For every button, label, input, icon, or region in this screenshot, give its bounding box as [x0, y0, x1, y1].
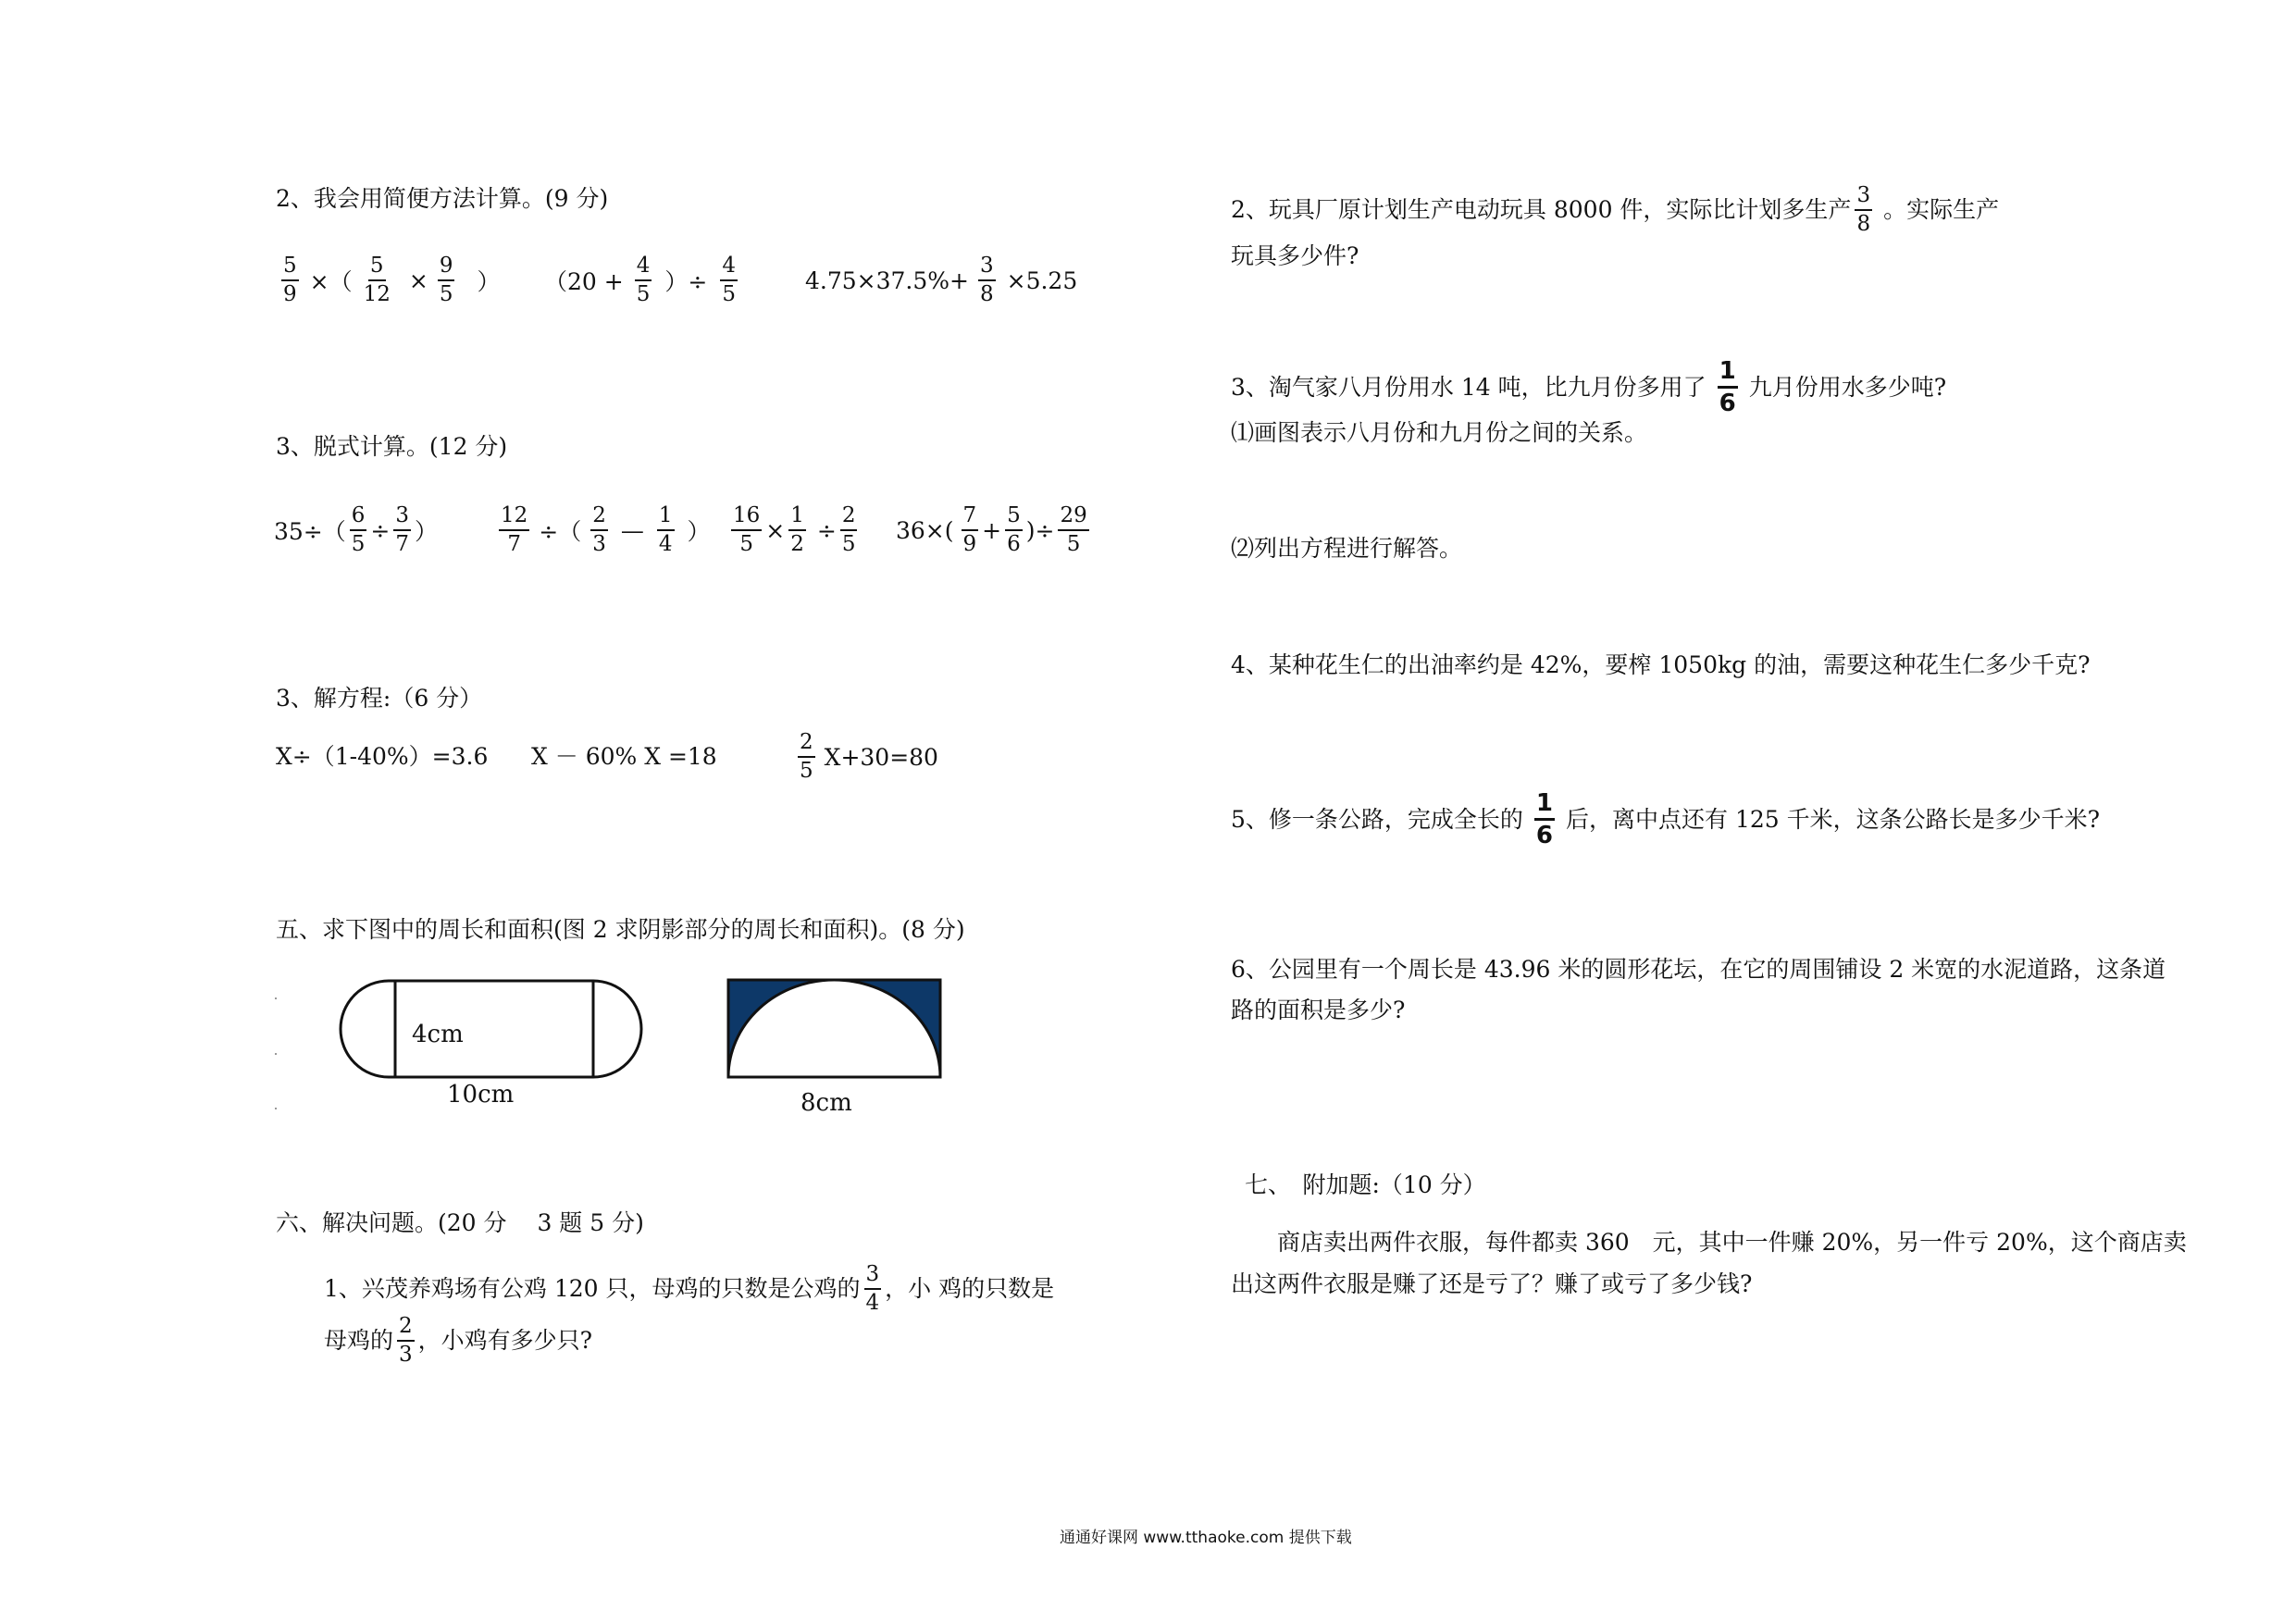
fraction: $\frac{2}{5}$ — [841, 503, 856, 556]
fraction: $\frac{1}{6}$ — [1719, 357, 1736, 417]
expression-7: 36×( $\frac{7}{9}$ + $\frac{5}{6}$ )÷ $\frac{29}{5}$ — [896, 503, 1087, 556]
scan-dot — [275, 997, 277, 999]
section-heading-problems: 六、解决问题。(20 分 3 题 5 分) — [276, 1209, 644, 1236]
fraction: $\frac{1}{6}$ — [1535, 789, 1554, 849]
problem-6-line2: 路的面积是多少? — [1231, 997, 1406, 1023]
fraction: $\frac{3}{8}$ — [1856, 183, 1871, 236]
problem-1-line2: 母鸡的 $\frac{2}{3}$ ，小鸡有多少只? — [324, 1314, 593, 1367]
fraction: $\frac{5}{6}$ — [1007, 503, 1021, 556]
footer-watermark: 通通好课网 www.tthaoke.com 提供下载 — [1060, 1529, 1352, 1547]
fraction: $\frac{3}{7}$ — [395, 503, 409, 556]
figure-stadium — [338, 978, 652, 1080]
fraction: $\frac{9}{5}$ — [439, 254, 453, 306]
problem-2-line1: 2、玩具厂原计划生产电动玩具 8000 件，实际比计划多生产 $\frac{3}{8}$ 。实际生产 — [1231, 183, 2000, 236]
expression-5: $\frac{12}{7}$ ÷（ $\frac{2}{3}$ — $\frac{1}{4}$ ） — [501, 503, 711, 556]
stadium-outline — [341, 981, 641, 1077]
fraction: $\frac{12}{7}$ — [501, 503, 528, 556]
section-heading-figures: 五、求下图中的周长和面积(图 2 求阴影部分的周长和面积)。(8 分) — [276, 916, 965, 943]
problem-4: 4、某种花生仁的出油率约是 42%，要榨 1050kg 的油，需要这种花生仁多少千克? — [1231, 651, 2091, 678]
problem-1-line1: 1、兴茂养鸡场有公鸡 120 只，母鸡的只数是公鸡的 $\frac{3}{4}$ ，小 鸡的只数是 — [324, 1262, 1055, 1315]
section-heading-equation: 3、解方程:（6 分） — [276, 685, 483, 712]
equation-2: X － 60% X =18 — [531, 743, 717, 770]
problem-2-line2: 玩具多少件? — [1231, 242, 1359, 269]
problem-3-line1: 3、淘气家八月份用水 14 吨，比九月份多用了 $\frac{1}{6}$ 九月份用水多少吨? — [1231, 357, 1947, 417]
fraction: $\frac{1}{4}$ — [658, 503, 673, 556]
fraction: $\frac{2}{5}$ — [800, 730, 813, 783]
expression-2: （20 + $\frac{4}{5}$ ）÷ $\frac{4}{5}$ — [544, 254, 736, 306]
fraction: $\frac{1}{2}$ — [790, 503, 804, 556]
expression-3: 4.75×37.5%+ $\frac{3}{8}$ ×5.25 — [805, 254, 1078, 306]
fraction: $\frac{16}{5}$ — [733, 503, 761, 556]
expression-1: $\frac{5}{9}$ ×（ $\frac{5}{12}$ × $\frac{9}{5}$ ） — [283, 254, 501, 306]
equation-1: X÷（1-40%）=3.6 — [276, 743, 489, 770]
fraction: $\frac{5}{12}$ — [363, 254, 391, 306]
problem-5: 5、修一条公路，完成全长的 $\frac{1}{6}$ 后，离中点还有 125 千米，这条公路长是多少千米? — [1231, 789, 2101, 849]
bonus-line1: 商店卖出两件衣服，每件都卖 360 元，其中一件赚 20%，另一件亏 20%，这个商店卖 — [1277, 1229, 2187, 1256]
equation-3: $\frac{2}{5}$ X+30=80 — [800, 730, 938, 783]
scan-dot — [275, 1053, 277, 1055]
fraction: $\frac{4}{5}$ — [722, 254, 736, 306]
fraction: $\frac{2}{3}$ — [399, 1314, 413, 1367]
figure-semicircle — [726, 978, 944, 1080]
problem-6-line1: 6、公园里有一个周长是 43.96 米的圆形花坛，在它的周围铺设 2 米宽的水泥道路，这条道 — [1231, 956, 2166, 983]
fraction: $\frac{7}{9}$ — [962, 503, 977, 556]
bonus-line2: 出这两件衣服是赚了还是亏了？赚了或亏了多少钱? — [1231, 1270, 1753, 1297]
problem-3-sub1: ⑴画图表示八月份和九月份之间的关系。 — [1231, 419, 1648, 446]
fraction: $\frac{4}{5}$ — [636, 254, 651, 306]
expression-4: 35÷（ $\frac{6}{5}$ ÷ $\frac{3}{7}$ ） — [274, 503, 439, 556]
fraction: $\frac{29}{5}$ — [1060, 503, 1087, 556]
fraction: $\frac{2}{3}$ — [592, 503, 606, 556]
figure2-diameter-label: 8cm — [800, 1089, 852, 1117]
figure1-width-label: 4cm — [412, 1021, 464, 1048]
fraction: $\frac{3}{8}$ — [979, 254, 994, 306]
fraction: $\frac{3}{4}$ — [865, 1262, 880, 1315]
fraction: $\frac{6}{5}$ — [351, 503, 366, 556]
scan-dot — [275, 1108, 277, 1109]
section-heading-stepwise: 3、脱式计算。(12 分) — [276, 433, 508, 460]
section-heading-simplify: 2、我会用简便方法计算。(9 分) — [276, 185, 609, 212]
fraction: $\frac{5}{9}$ — [283, 254, 297, 306]
figure1-length-label: 10cm — [447, 1081, 515, 1109]
problem-3-sub2: ⑵列出方程进行解答。 — [1231, 535, 1463, 562]
section-heading-bonus: 七、 附加题:（10 分） — [1245, 1171, 1486, 1198]
expression-6: $\frac{16}{5}$ × $\frac{1}{2}$ ÷ $\frac{2}{5}$ — [733, 503, 856, 556]
